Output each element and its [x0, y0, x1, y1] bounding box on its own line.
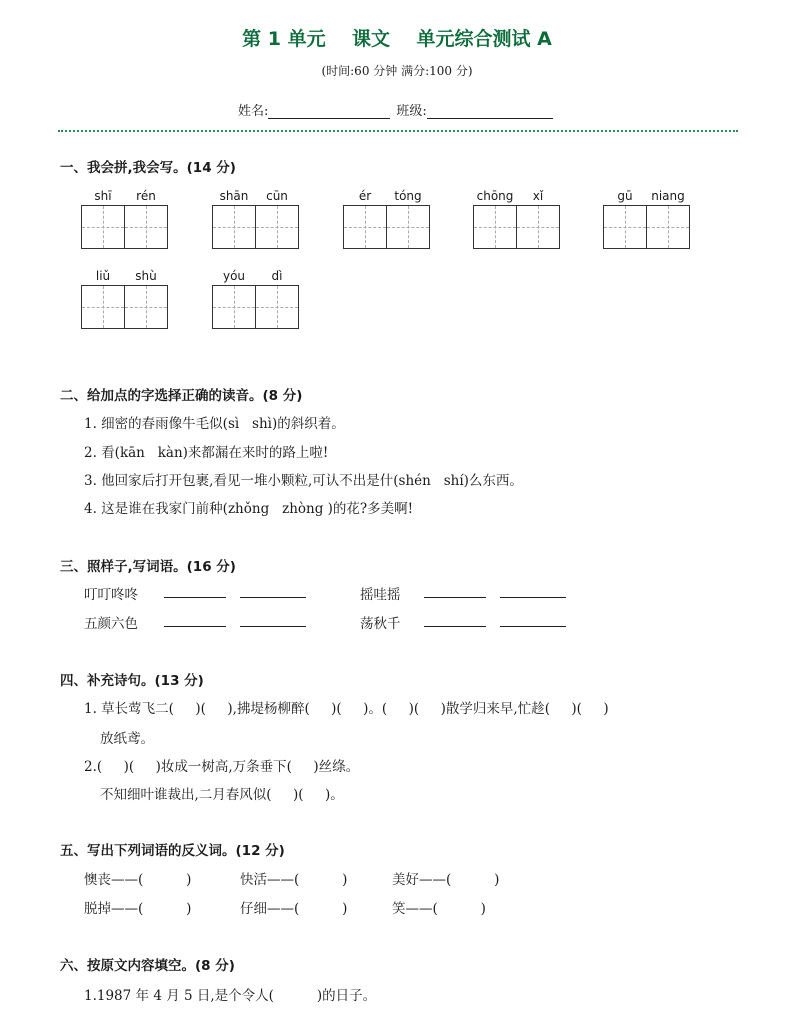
page-title: 第 1 单元 课文 单元综合测试 A [242, 28, 552, 50]
name-label: 姓名: [238, 104, 269, 119]
name-class-line [238, 100, 553, 119]
writing-box[interactable] [81, 285, 125, 329]
writing-box[interactable] [516, 205, 560, 249]
pinyin-label: ér [358, 189, 372, 203]
writing-box[interactable] [646, 205, 690, 249]
pinyin-label: rén [136, 189, 156, 203]
section-3-heading: 三、照样子,写词语。(16 分) [60, 559, 236, 575]
writing-box[interactable] [255, 285, 299, 329]
pinyin-label: shù [135, 269, 157, 283]
antonym-item: 笑——( ) [392, 901, 486, 917]
answer-blank[interactable] [500, 583, 566, 602]
writing-box[interactable] [124, 285, 168, 329]
section-5-heading: 五、写出下列词语的反义词。(12 分) [60, 843, 285, 859]
exam-info: (时间:60 分钟 满分:100 分) [321, 64, 473, 78]
pinyin-label: niang [651, 189, 685, 203]
writing-box[interactable] [81, 205, 125, 249]
question-2-4: 4. 这是谁在我家门前种(zhǒng zhòng )的花?多美啊! [84, 501, 414, 517]
writing-box[interactable] [343, 205, 387, 249]
pinyin-label: shī [94, 189, 112, 203]
answer-blank[interactable] [424, 583, 486, 602]
section-2-heading: 二、给加点的字选择正确的读音。(8 分) [60, 388, 303, 404]
example-word: 荡秋千 [360, 616, 401, 632]
example-word: 摇哇摇 [360, 587, 401, 603]
pinyin-label: tóng [394, 189, 422, 203]
class-blank[interactable] [427, 104, 553, 119]
pinyin-label: gū [617, 189, 633, 203]
section-4-heading: 四、补充诗句。(13 分) [60, 673, 204, 689]
answer-blank[interactable] [240, 583, 306, 602]
pinyin-label: yóu [222, 269, 246, 283]
poem-line-3: 不知细叶谁裁出,二月春风似( )( )。 [100, 787, 344, 803]
pinyin-label: dì [271, 269, 283, 283]
writing-box[interactable] [212, 285, 256, 329]
writing-box[interactable] [255, 205, 299, 249]
antonym-item: 脱掉——( ) [84, 901, 192, 917]
writing-box[interactable] [603, 205, 647, 249]
writing-box[interactable] [124, 205, 168, 249]
answer-blank[interactable] [164, 583, 226, 602]
antonym-item: 美好——( ) [392, 872, 500, 888]
answer-blank[interactable] [424, 612, 486, 631]
question-6-1: 1.1987 年 4 月 5 日,是个令人( )的日子。 [84, 988, 377, 1004]
answer-blank[interactable] [500, 612, 566, 631]
poem-line-2: 2.( )( )妆成一树高,万条垂下( )丝绦。 [84, 759, 360, 775]
question-2-3: 3. 他回家后打开包裹,看见一堆小颗粒,可认不出是什(shén shí)么东西。 [84, 473, 523, 489]
pinyin-label: liǔ [95, 269, 111, 283]
writing-box[interactable] [212, 205, 256, 249]
section-6-heading: 六、按原文内容填空。(8 分) [60, 958, 235, 974]
example-word: 叮叮咚咚 [84, 587, 138, 603]
class-label: 班级: [396, 104, 427, 119]
divider [58, 130, 738, 132]
name-blank[interactable] [268, 104, 390, 119]
writing-box[interactable] [473, 205, 517, 249]
antonym-item: 仔细——( ) [240, 901, 348, 917]
antonym-item: 快活——( ) [240, 872, 348, 888]
question-2-2: 2. 看(kān kàn)来都漏在来时的路上啦! [84, 445, 329, 461]
answer-blank[interactable] [164, 612, 226, 631]
example-word: 五颜六色 [84, 616, 138, 632]
pinyin-label: chōng [476, 189, 514, 203]
poem-line-1: 1. 草长莺飞二( )( ),拂堤杨柳醉( )( )。( )( )散学归来早,忙趁( )( ) [84, 701, 609, 717]
answer-blank[interactable] [240, 612, 306, 631]
section-1-heading: 一、我会拼,我会写。(14 分) [60, 160, 236, 176]
pinyin-label: shān [219, 189, 249, 203]
antonym-item: 懊丧——( ) [84, 872, 192, 888]
question-2-1: 1. 细密的春雨像牛毛似(sì shì)的斜织着。 [84, 416, 345, 432]
writing-box[interactable] [386, 205, 430, 249]
pinyin-label: xǐ [532, 189, 544, 203]
pinyin-label: cūn [266, 189, 288, 203]
poem-line-1-cont: 放纸鸢。 [100, 731, 154, 747]
